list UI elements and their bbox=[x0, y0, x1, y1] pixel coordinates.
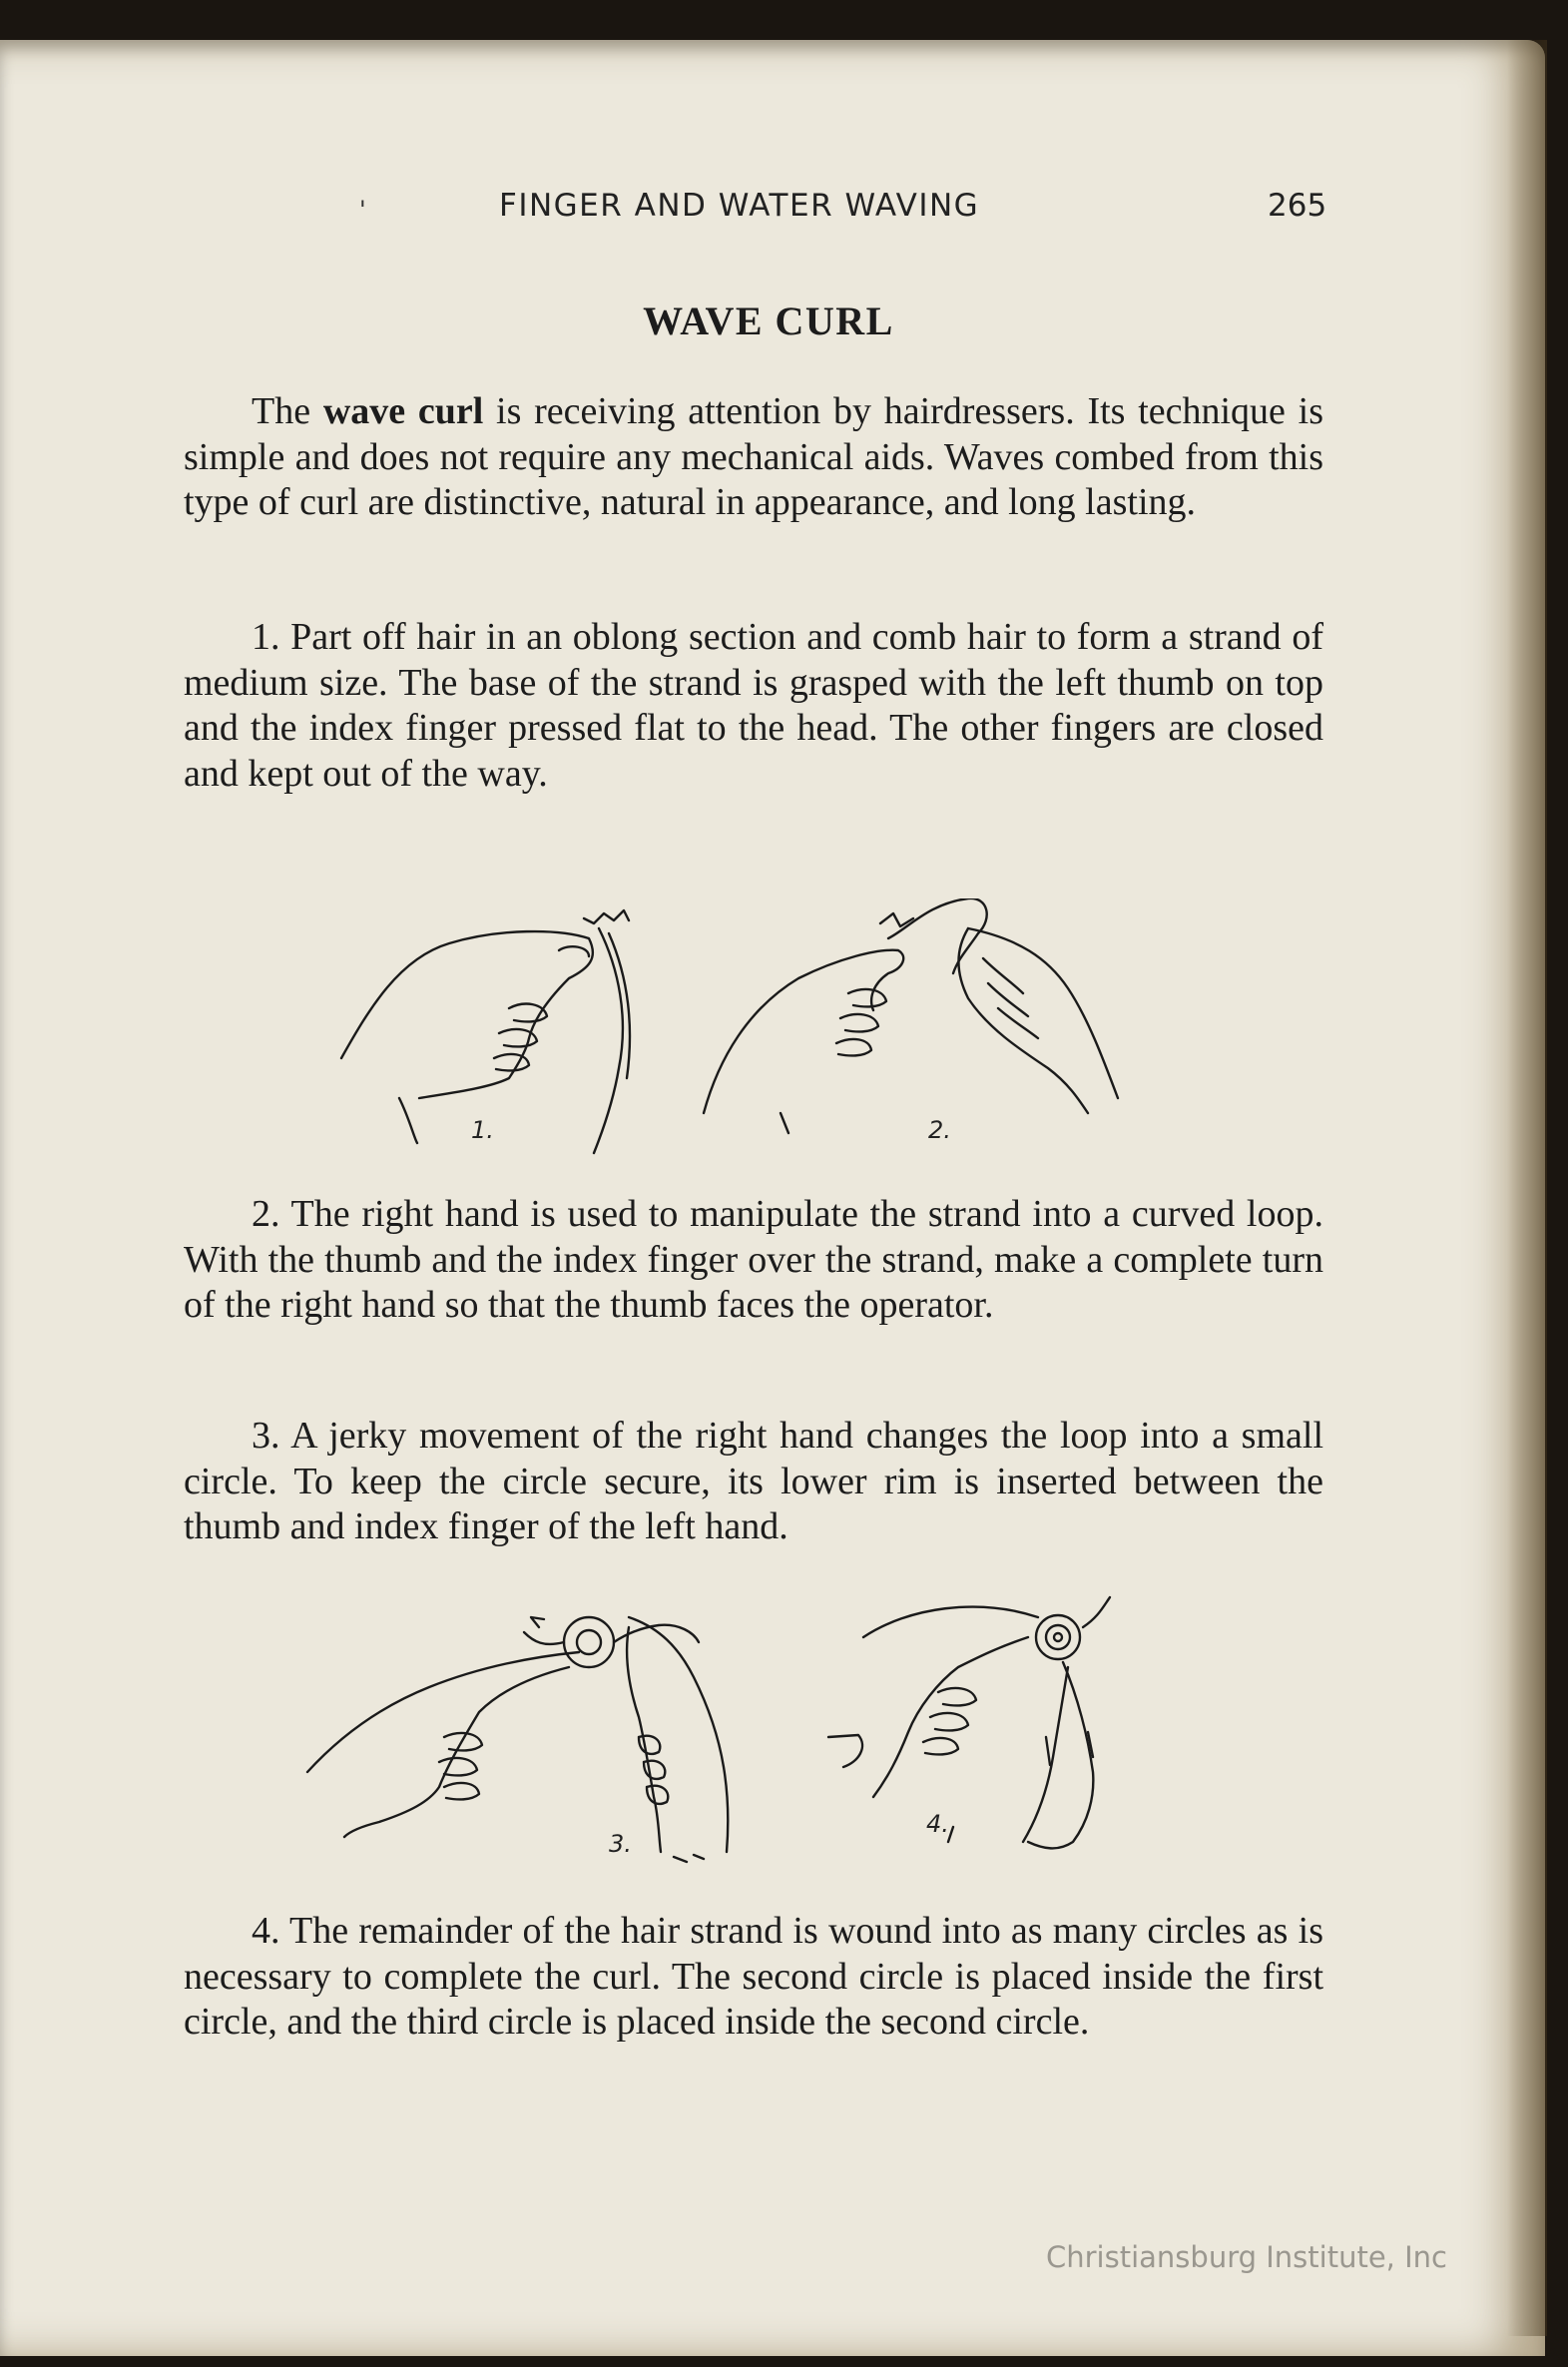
section-title: WAVE CURL bbox=[643, 298, 894, 343]
figure-row-2 bbox=[299, 1587, 1198, 1887]
page-number: 265 bbox=[1268, 188, 1327, 224]
step-4-paragraph: 4. The remainder of the hair strand is wound into as many circles as is necessary to complete the curl. The second circle is placed inside the first circle, and the third circle is placed inside the second circle. bbox=[184, 1910, 1323, 2043]
hands-forming-loop-illustration bbox=[704, 898, 1118, 1133]
watermark: Christiansburg Institute, Inc bbox=[1046, 2240, 1447, 2274]
figure-row-1 bbox=[329, 898, 1208, 1178]
figure-4-label: 4. bbox=[926, 1810, 949, 1838]
figure-1-label: 1. bbox=[471, 1116, 494, 1144]
figure-3-label: 3. bbox=[609, 1830, 632, 1858]
running-head: FINGER AND WATER WAVING bbox=[499, 188, 980, 224]
intro-text-before: The bbox=[252, 390, 323, 432]
figure-2-label: 2. bbox=[928, 1116, 951, 1144]
hands-forming-circle-illustration bbox=[307, 1617, 728, 1862]
step-2-paragraph: 2. The right hand is used to manipulate the strand into a curved loop. With the thumb and the index finger over the strand, make a complete turn of the right hand so that the thumb faces the operator. bbox=[184, 1193, 1323, 1326]
intro-bold-term: wave curl bbox=[322, 390, 484, 432]
hands-winding-curl-illustration bbox=[828, 1597, 1110, 1848]
step-1-paragraph: 1. Part off hair in an oblong section and comb hair to form a strand of medium size. The base of the strand is grasped with the left thumb on top and the index finger pressed flat to the head. The other fingers are closed and kept out of the way. bbox=[184, 616, 1323, 795]
tick-mark: ' bbox=[359, 196, 366, 224]
page-edge-shadow bbox=[1507, 40, 1547, 2336]
intro-paragraph bbox=[184, 389, 1323, 526]
intro-text-after: is receiving attention by hairdressers. Its technique is simple and does not require any mechanical aids. Waves combed from this type of curl are distinctive, natural in appearance, and long lasting. bbox=[184, 390, 1323, 523]
step-3-paragraph: 3. A jerky movement of the right hand changes the loop into a small circle. To keep the circle secure, its lower rim is inserted between the thumb and index finger of the left hand. bbox=[184, 1415, 1323, 1547]
